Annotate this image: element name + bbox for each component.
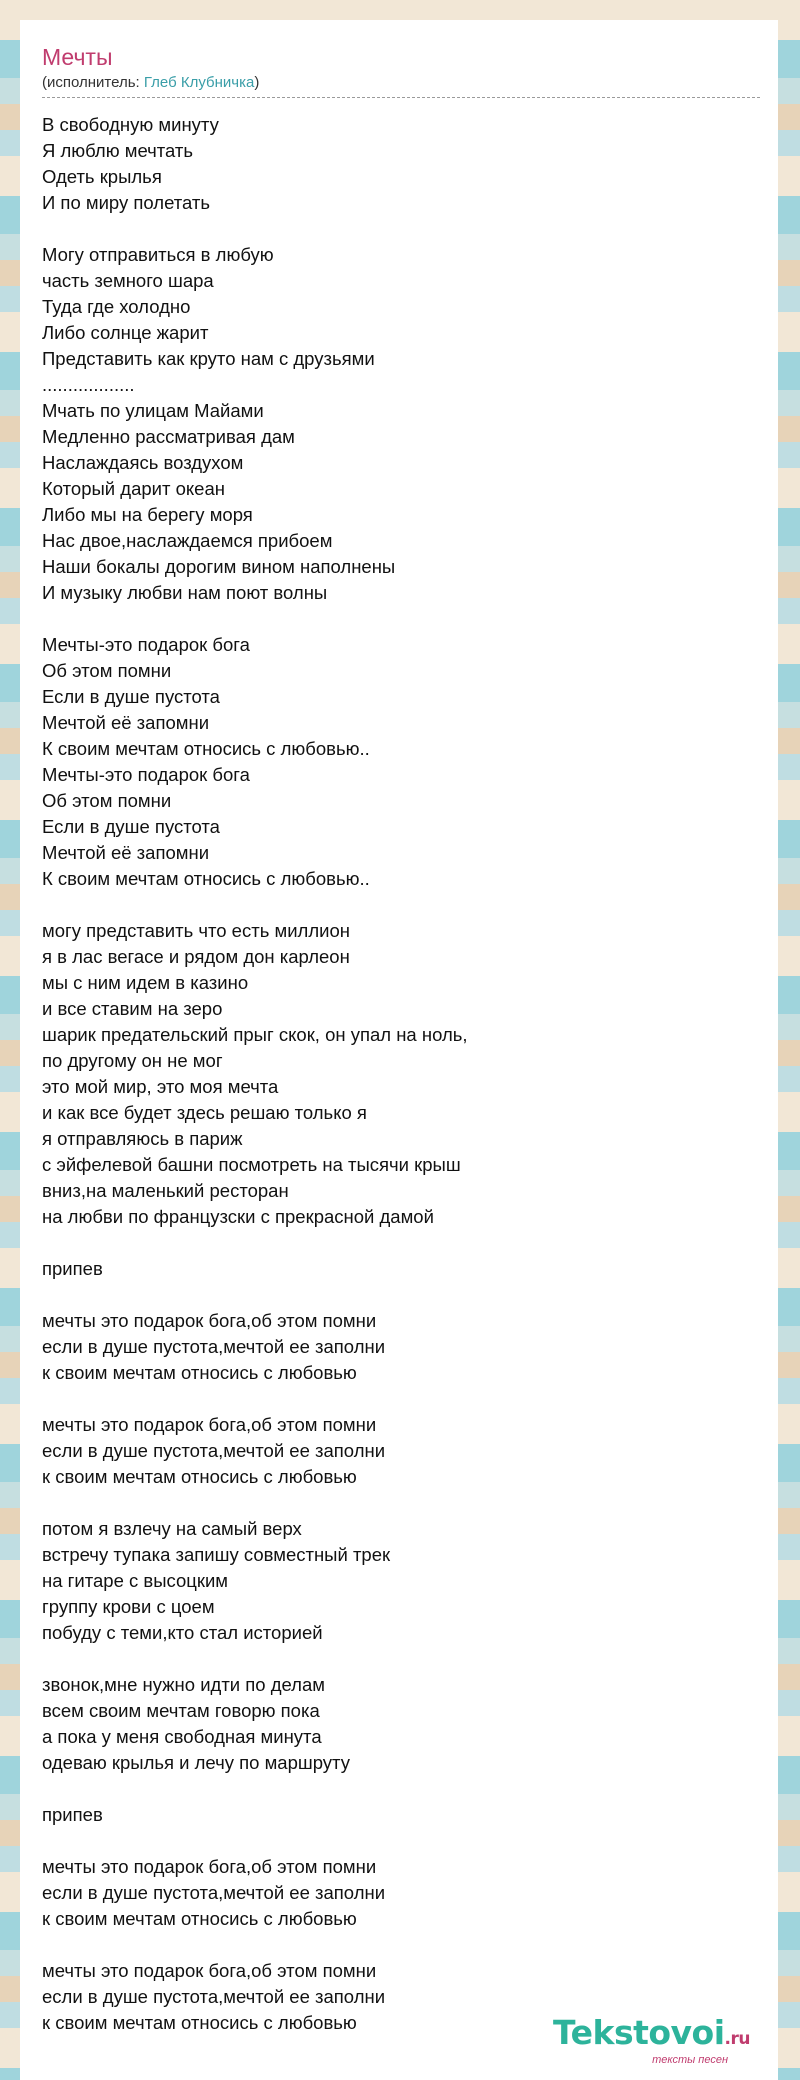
performer-suffix: ) bbox=[254, 74, 260, 91]
lyrics-card bbox=[20, 20, 778, 2080]
site-logo[interactable] bbox=[553, 2013, 750, 2066]
performer-prefix: (исполнитель: bbox=[42, 74, 144, 91]
song-title: Мечты bbox=[42, 44, 113, 70]
logo-tagline: тексты песен bbox=[652, 2054, 728, 2066]
lyrics-text: В свободную минуту Я люблю мечтать Одеть крылья И по миру полетать Могу отправиться в любую часть земного шара Туда где холодно Либо солнце жарит Представить как круто нам с друзьями .................. Мчать по улицам Майами Медленно рассматривая дам Наслаждаясь воздухом Который дарит океан Либо мы на берегу моря Нас двое,наслаждаемся прибоем Наши бокалы дорогим вином наполнены И музыку любви нам поют волны Мечты-это подарок бога Об этом помни Если в душе пустота Мечтой её запомни К своим мечтам относись с любовью.. Мечты-это подарок бога Об этом помни Если в душе пустота Мечтой её запомни К своим мечтам относись с любовью.. могу представить что есть миллион я в лас вегасе и рядом дон карлеон мы с ним идем в казино и все ставим на зеро шарик предательский прыг скок, он упал на ноль, по другому он не мог это мой мир, это моя мечта и как все будет здесь решаю только я я отправляюсь в париж с эйфелевой башни посмотреть на тысячи крыш вниз,на маленький ресторан на любви по французски с прекрасной дамой припев мечты это подарок бога,об этом помни если в душе пустота,мечтой ее заполни к своим мечтам относись с любовью мечты это подарок бога,об этом помни если в душе пустота,мечтой ее заполни к своим мечтам относись с любовью потом я взлечу на самый верх встречу тупака запишу совместный трек на гитаре с высоцким группу крови с цоем побуду с теми,кто стал историей звонок,мне нужно идти по делам всем своим мечтам говорю пока а пока у меня свободная минута одеваю крылья и лечу по маршруту припев мечты это подарок бога,об этом помни если в душе пустота,мечтой ее заполни к своим мечтам относись с любовью мечты это подарок бога,об этом помни если в душе пустота,мечтой ее заполни к своим мечтам относись с любовью bbox=[42, 114, 468, 2033]
logo-name: Tekstovoi bbox=[553, 2013, 725, 2052]
artist-link[interactable]: Глеб Клубничка bbox=[143, 74, 255, 91]
performer-line bbox=[42, 73, 760, 98]
logo-tld: .ru bbox=[724, 2029, 750, 2049]
